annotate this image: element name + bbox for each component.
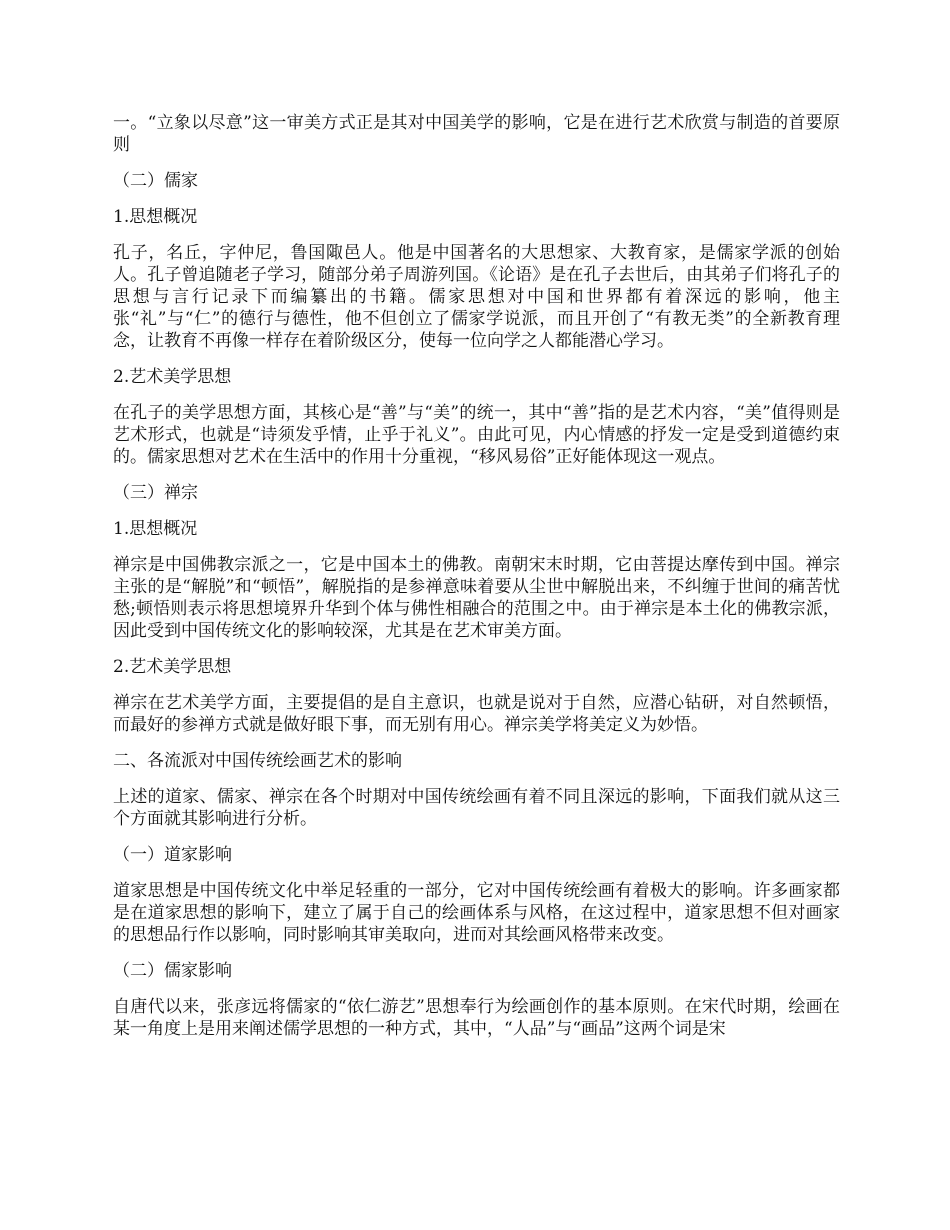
paragraph-intro-lixiang: 一。“立象以尽意”这一审美方式正是其对中国美学的影响，它是在进行艺术欣赏与制造的首要原则 xyxy=(113,113,840,155)
subheading-rujia-meixue: 2.艺术美学思想 xyxy=(113,367,232,387)
paragraph-chanzong-meixue: 禅宗在艺术美学方面，主要提倡的是自主意识，也就是说对于自然，应潜心钻研，对自然顿悟，而最好的参禅方式就是做好眼下事，而无别有用心。禅宗美学将美定义为妙悟。 xyxy=(113,693,840,735)
document-body xyxy=(113,112,840,1054)
heading-rujia-yingxiang: （二）儒家影响 xyxy=(113,961,232,981)
subheading-chanzong-sixiang: 1.思想概况 xyxy=(113,519,198,539)
paragraph-section-two-intro: 上述的道家、儒家、禅宗在各个时期对中国传统绘画有着不同且深远的影响，下面我们就从这三个方面就其影响进行分析。 xyxy=(113,787,840,829)
paragraph-rujia-yingxiang: 自唐代以来，张彦远将儒家的“依仁游艺”思想奉行为绘画创作的基本原则。在宋代时期，绘画在某一角度上是用来阐述儒学思想的一种方式，其中，“人品”与“画品”这两个词是宋 xyxy=(113,997,840,1039)
heading-chanzong: （三）禅宗 xyxy=(113,483,198,503)
heading-rujia: （二）儒家 xyxy=(113,171,198,191)
subheading-chanzong-meixue: 2.艺术美学思想 xyxy=(113,657,232,677)
heading-daojia-yingxiang: （一）道家影响 xyxy=(113,845,232,865)
paragraph-kongzi: 孔子，名丘，字仲尼，鲁国陬邑人。他是中国著名的大思想家、大教育家，是儒家学派的创始人。孔子曾追随老子学习，随部分弟子周游列国。《论语》是在孔子去世后，由其弟子们将孔子的思想与言行记录下而编纂出的书籍。儒家思想对中国和世界都有着深远的影响，他主张“礼”与“仁”的德行与德性，他不但创立了儒家学说派，而且开创了“有教无类”的全新教育理念，让教育不再像一样存在着阶级区分，使每一位向学之人都能潜心学习。 xyxy=(113,243,840,351)
heading-section-two: 二、各流派对中国传统绘画艺术的影响 xyxy=(113,751,402,771)
paragraph-daojia-yingxiang: 道家思想是中国传统文化中举足轻重的一部分，它对中国传统绘画有着极大的影响。许多画家都是在道家思想的影响下，建立了属于自己的绘画体系与风格，在这过程中，道家思想不但对画家的思想品行作以影响，同时影响其审美取向，进而对其绘画风格带来改变。 xyxy=(113,881,840,945)
subheading-rujia-sixiang: 1.思想概况 xyxy=(113,207,198,227)
paragraph-chanzong: 禅宗是中国佛教宗派之一，它是中国本土的佛教。南朝宋末时期，它由菩提达摩传到中国。禅宗主张的是“解脱”和“顿悟”，解脱指的是参禅意味着要从尘世中解脱出来，不纠缠于世间的痛苦忧愁;顿悟则表示将思想境界升华到个体与佛性相融合的范围之中。由于禅宗是本土化的佛教宗派，因此受到中国传统文化的影响较深，尤其是在艺术审美方面。 xyxy=(113,555,840,641)
paragraph-kongzi-meixue: 在孔子的美学思想方面，其核心是“善”与“美”的统一，其中“善”指的是艺术内容，“美”值得则是艺术形式，也就是“诗须发乎情，止乎于礼义”。由此可见，内心情感的抒发一定是受到道德约束的。儒家思想对艺术在生活中的作用十分重视，“移风易俗”正好能体现这一观点。 xyxy=(113,403,840,467)
